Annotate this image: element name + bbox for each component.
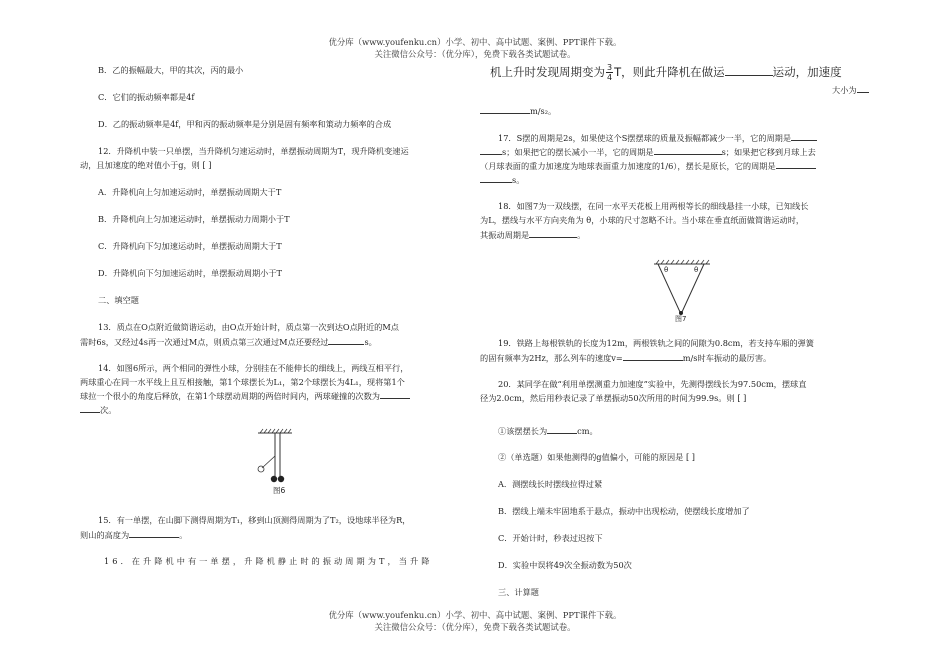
q19-line-2 xyxy=(480,351,771,364)
q19-unit: m/s时车振动的最厉害。 xyxy=(682,353,772,363)
q12-stem-line-1: 12．升降机中装一只单摆，当升降机匀速运动时，单摆振动周期为T，现升降机变速运 xyxy=(98,146,409,156)
q11-option-d: D．乙的振动频率是4f，甲和丙的振动频率是分别是固有频率和策动力频率的合成 xyxy=(98,119,392,129)
q15-end: 。 xyxy=(179,530,188,540)
fig7-angle-left: θ xyxy=(664,266,669,274)
figure-6-pendulum-diagram xyxy=(248,426,298,496)
q20-answer-blank xyxy=(547,424,577,434)
q14-text: 球拉一个很小的角度后释放，在第1个球摆动周期的两倍时间内，两球碰撞的次数为 xyxy=(80,391,380,401)
q16-answer-blank-motion xyxy=(725,64,773,76)
q17-text-2: s；如果把它的摆长减小一半，它的周期是 xyxy=(502,147,654,157)
fig6-ball-2 xyxy=(278,476,284,482)
q16-fraction-num: 3 xyxy=(607,63,613,72)
q18-line-2: 为L，摆线与水平方向夹角为 θ，小球的尺寸忽略不计。当小球在垂直纸面做简谐运动时， xyxy=(480,215,805,225)
fig6-displaced-ball xyxy=(258,466,264,472)
q15-line-1: 15．有一单摆，在山脚下测得周期为T₁，移到山顶测得周期为了T₂，设地球半径为R， xyxy=(98,515,411,525)
q17-text-3: s；如果把它移到月球上去 xyxy=(721,147,816,157)
fig6-displaced-string xyxy=(262,456,275,468)
q14-answer-blank-b xyxy=(80,406,100,413)
q17-line-1 xyxy=(498,131,817,144)
figure-7-double-string-pendulum xyxy=(650,256,714,322)
q14-answer-blank-a xyxy=(380,392,410,399)
q16-cont-b: T，则此升降机在做运 xyxy=(614,65,725,79)
q20-sub-1 xyxy=(498,424,598,437)
q16-answer-blank-accel-b xyxy=(480,104,530,114)
q16-unit: m/s₂。 xyxy=(530,106,557,116)
q20-option-b: B．摆线上端未牢固地系于悬点，振动中出现松动，使摆线长度增加了 xyxy=(498,506,750,516)
q13-line-2 xyxy=(80,335,377,348)
q14-line-3 xyxy=(80,390,410,402)
q15-line-2 xyxy=(80,528,187,541)
q12-option-c: C．升降机向下匀加速运动时，单摆振动周期大于T xyxy=(98,241,282,251)
q12-option-b: B．升降机向上匀加速运动时，单摆振动力周期小于T xyxy=(98,214,290,224)
q12-option-a: A．升降机向上匀加速运动时，单摆振动周期大于T xyxy=(98,187,282,197)
q17-answer-blank-3a xyxy=(776,159,816,169)
header-line-2: 关注微信公众号：（优分库），免费下载各类试题试卷。 xyxy=(374,49,576,60)
fig7-ceiling-hatching xyxy=(656,260,709,264)
q20-option-a: A．测摆线长时摆线拉得过紧 xyxy=(498,479,603,489)
q13-answer-blank xyxy=(328,335,364,345)
q17-answer-blank-2 xyxy=(654,145,722,155)
q14-line-4 xyxy=(80,404,116,416)
q13-unit: s。 xyxy=(364,337,377,347)
q12-option-d: D．升降机向下匀加速运动时，单摆振动周期小于T xyxy=(98,268,282,278)
fig6-ball-1 xyxy=(271,476,277,482)
q17-line-2 xyxy=(480,145,816,158)
q16-unit-line xyxy=(480,104,556,117)
fig7-angle-right: θ xyxy=(694,266,699,274)
q17-text-1: 17．S摆的周期是2s，如果使这个S摆摆球的质量及振幅都减少一半，它的周期是 xyxy=(498,133,792,143)
section-fill-in-heading: 二、填空题 xyxy=(98,295,139,305)
q16-cont-c: 运动，加速度 xyxy=(772,65,842,79)
fig6-label: 图6 xyxy=(273,486,286,495)
q16-continuation xyxy=(490,63,842,82)
q13-line-1: 13．质点在O点附近做简谐运动，由O点开始计时，质点第一次到达O点附近的M点 xyxy=(98,322,399,332)
q18-line-1: 18．如图7为一双线摆，在同一水平天花板上用两根等长的细线悬挂一小球，已知线长 xyxy=(498,201,809,211)
q14-unit: 次。 xyxy=(100,405,117,415)
q17-line-3 xyxy=(480,159,816,172)
q20-sub-2: ②（单选题）如果他测得的g值偏小，可能的原因是 [ ] xyxy=(498,452,695,462)
q17-answer-blank-1b xyxy=(480,145,502,155)
q17-line-4 xyxy=(480,173,524,186)
q18-line-3 xyxy=(480,228,585,241)
q19-line-1: 19．铁路上每根铁轨的长度为12m，两根铁轨之间的间隙为0.8cm，若支持车厢的弹簧 xyxy=(498,338,814,348)
q14-line-1: 14．如图6所示，两个相同的弹性小球，分别挂在不能伸长的细线上，两线互相平行， xyxy=(98,363,409,373)
section-calculation-heading: 三、计算题 xyxy=(498,587,539,597)
q16-cont-d: 大小为 xyxy=(832,85,857,95)
q16-fraction-den: 4 xyxy=(607,73,613,82)
header-line-1: 优分库（www.youfenku.cn）小学、初中、高中试题、案例、PPT课件下载。 xyxy=(328,37,622,47)
q16-answer-blank-accel-a xyxy=(857,83,869,93)
q15-answer-blank xyxy=(129,528,179,538)
q15-text: 则山的高度为 xyxy=(80,530,130,540)
q20-sub-1-text: ①该摆摆长为 xyxy=(498,426,548,436)
q13-text: 需时6s，又经过4s再一次通过M点，则质点第三次通过M点还要经过 xyxy=(80,337,329,347)
q16-line-1: 16．在升降机中有一单摆，升降机静止时的振动周期为T，当升降 xyxy=(104,556,433,566)
q17-text-4: （月球表面的重力加速度为地球表面重力加速度的1/6），摆长是原长，它的周期是 xyxy=(480,161,776,171)
q20-sub-1-unit: cm。 xyxy=(577,426,598,436)
q20-line-1: 20．某同学在做“利用单摆测重力加速度”实验中，先测得摆线长为97.50cm，摆球直 xyxy=(498,379,807,389)
fig7-string-right xyxy=(682,264,704,312)
q18-text: 其振动周期是 xyxy=(480,230,530,240)
q18-end: 。 xyxy=(577,230,586,240)
q19-answer-blank xyxy=(623,351,683,361)
fig7-string-left xyxy=(658,264,680,312)
q14-line-2: 两球重心在同一水平线上且互相接触，第1个球摆长为L₁，第2个球摆长为4L₁，现将第1个 xyxy=(80,377,405,387)
q16-cont-a: 机上升时发现周期变为 xyxy=(490,65,605,79)
footer-line-1: 优分库（www.youfenku.cn）小学、初中、高中试题、案例、PPT课件下载。 xyxy=(328,610,622,620)
fig6-ceiling-hatching xyxy=(260,429,291,433)
q19-text: 的固有频率为2Hz，那么列车的速度v= xyxy=(480,353,623,363)
fig7-label: 图7 xyxy=(675,315,687,322)
page-header xyxy=(0,36,950,60)
q20-option-d: D．实验中误将49次全振动数为50次 xyxy=(498,560,632,570)
q16-fraction xyxy=(606,63,613,82)
q11-option-b: B．乙的振幅最大，甲的其次，丙的最小 xyxy=(98,65,244,75)
q20-option-c: C．开始计时，秒表过迟按下 xyxy=(498,533,603,543)
q20-line-2: 径为2.0cm，然后用秒表记录了单摆振动50次所用的时间为99.9s。则 [ ] xyxy=(480,393,747,403)
q16-accel-line xyxy=(832,83,869,96)
q18-answer-blank xyxy=(529,228,577,238)
q11-option-c: C．它们的振动频率都是4f xyxy=(98,92,195,102)
footer-line-2: 关注微信公众号：（优分库），免费下载各类试题试卷。 xyxy=(374,622,576,633)
q12-stem-line-2: 动，且加速度的绝对值小于g，则 [ ] xyxy=(80,160,212,170)
q17-answer-blank-3b xyxy=(480,173,512,183)
q17-answer-blank-1a xyxy=(791,131,817,141)
q17-unit: s。 xyxy=(512,175,525,185)
page-footer xyxy=(0,609,950,633)
